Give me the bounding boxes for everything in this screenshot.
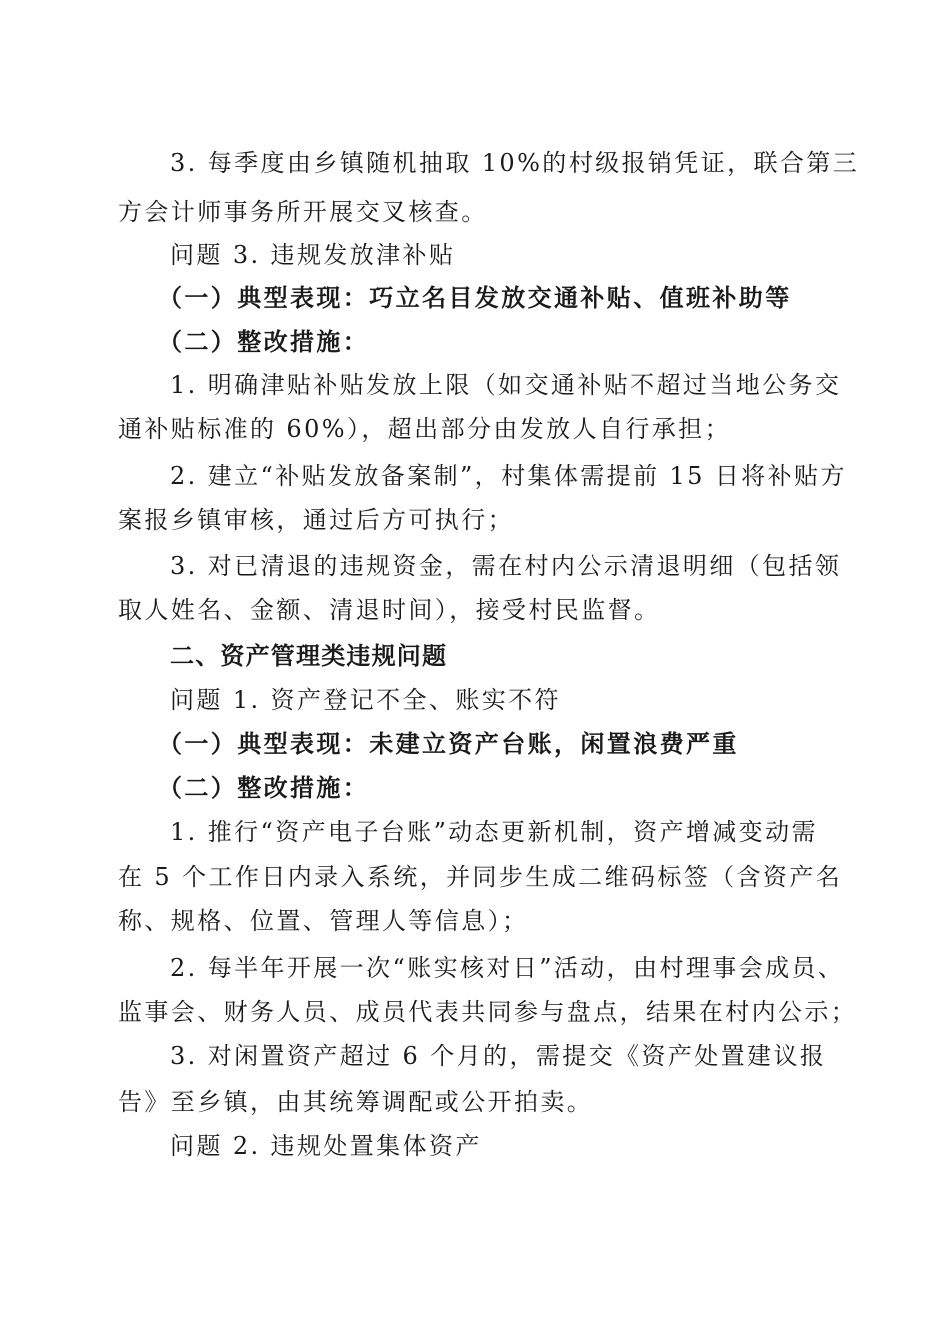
typical-manifestation-line: （一）典型表现：巧立名目发放交通补贴、值班补助等 bbox=[158, 283, 792, 312]
paragraph-line: 3. 对闲置资产超过 6 个月的，需提交《资产处置建议报 bbox=[170, 1042, 827, 1070]
question-heading: 问题 1. 资产登记不全、账实不符 bbox=[170, 686, 561, 714]
rectification-heading: （二）整改措施： bbox=[158, 327, 370, 356]
paragraph-line: 3. 每季度由乡镇随机抽取 10%的村级报销凭证，联合第三 bbox=[170, 149, 860, 177]
paragraph-line: 方会计师事务所开展交叉核查。 bbox=[118, 198, 488, 226]
paragraph-line: 2. 每半年开展一次“账实核对日”活动，由村理事会成员、 bbox=[170, 954, 845, 982]
paragraph-line: 通补贴标准的 60%），超出部分由发放人自行承担； bbox=[118, 415, 731, 443]
paragraph-line: 称、规格、位置、管理人等信息）； bbox=[118, 907, 529, 935]
paragraph-line: 1. 推行“资产电子台账”动态更新机制，资产增减变动需 bbox=[170, 818, 818, 846]
question-heading: 问题 2. 违规处置集体资产 bbox=[170, 1132, 482, 1160]
paragraph-line: 取人姓名、金额、清退时间），接受村民监督。 bbox=[118, 596, 661, 624]
paragraph-line: 案报乡镇审核，通过后方可执行； bbox=[118, 506, 514, 534]
paragraph-line: 在 5 个工作日内录入系统，并同步生成二维码标签（含资产名 bbox=[118, 863, 843, 891]
typical-manifestation-line: （一）典型表现：未建立资产台账，闲置浪费严重 bbox=[158, 729, 739, 758]
paragraph-line: 1. 明确津贴补贴发放上限（如交通补贴不超过当地公务交 bbox=[170, 371, 842, 399]
paragraph-line: 2. 建立“补贴发放备案制”，村集体需提前 15 日将补贴方 bbox=[170, 462, 847, 490]
paragraph-line: 监事会、财务人员、成员代表共同参与盘点，结果在村内公示； bbox=[118, 998, 858, 1026]
question-heading: 问题 3. 违规发放津补贴 bbox=[170, 241, 456, 269]
rectification-heading: （二）整改措施： bbox=[158, 773, 370, 802]
section-heading: 二、资产管理类违规问题 bbox=[170, 642, 448, 670]
paragraph-line: 3. 对已清退的违规资金，需在村内公示清退明细（包括领 bbox=[170, 552, 842, 580]
paragraph-line: 告》至乡镇，由其统筹调配或公开拍卖。 bbox=[118, 1088, 594, 1116]
